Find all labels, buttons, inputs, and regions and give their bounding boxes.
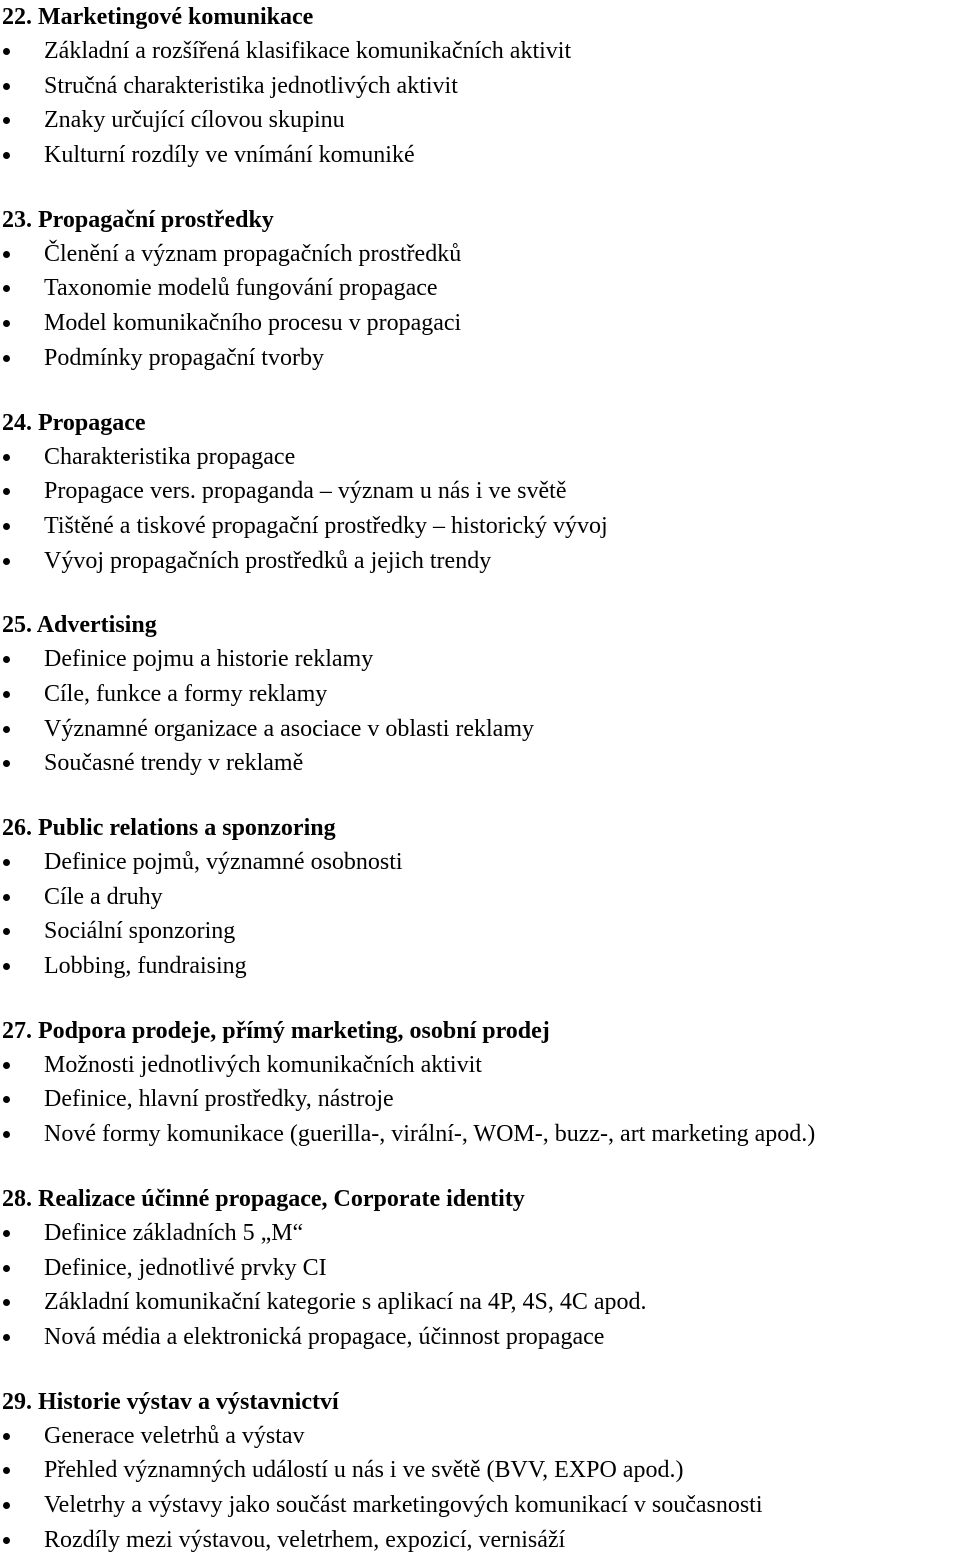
bullet-icon xyxy=(3,1230,10,1237)
list-item-text: Nová média a elektronická propagace, účinnost propagace xyxy=(44,1323,605,1350)
section-25 xyxy=(0,608,960,781)
bullet-icon xyxy=(3,48,10,55)
list-item-text: Charakteristika propagace xyxy=(44,443,296,470)
list-item xyxy=(0,949,960,984)
section-title: Historie výstav a výstavnictví xyxy=(38,1388,339,1415)
list-item-text: Členění a význam propagačních prostředků xyxy=(44,240,462,267)
section-title: Advertising xyxy=(36,612,157,639)
list-item xyxy=(0,1453,960,1488)
section-title: Public relations a sponzoring xyxy=(38,815,336,841)
list-item-text: Základní komunikační kategorie s aplikací na 4P, 4S, 4C apod. xyxy=(44,1289,647,1316)
list-item xyxy=(0,845,960,880)
bullet-icon xyxy=(3,1131,10,1138)
section-heading xyxy=(0,203,960,237)
section-heading xyxy=(0,811,960,845)
section-number: 28. xyxy=(2,1185,32,1212)
section-23 xyxy=(0,203,960,376)
list-item xyxy=(0,1117,960,1152)
bullet-icon xyxy=(3,963,10,970)
section-title: Podpora prodeje, přímý marketing, osobní prodej xyxy=(38,1017,550,1044)
section-heading xyxy=(0,1014,960,1048)
section-title: Propagační prostředky xyxy=(38,206,274,233)
list-item xyxy=(0,69,960,104)
section-number: 23. xyxy=(2,206,32,233)
list-item xyxy=(0,1285,960,1320)
bullet-icon xyxy=(3,894,10,901)
list-item xyxy=(0,1048,960,1083)
list-item xyxy=(0,1419,960,1454)
list-item-text: Definice, jednotlivé prvky CI xyxy=(44,1254,327,1281)
list-item-text: Současné trendy v reklamě xyxy=(44,750,304,777)
list-item-text: Definice pojmu a historie reklamy xyxy=(44,646,374,673)
list-item-text: Lobbing, fundraising xyxy=(44,953,247,980)
bullet-icon xyxy=(3,1096,10,1103)
bullet-icon xyxy=(3,355,10,362)
section-heading xyxy=(0,608,960,642)
section-heading xyxy=(0,1385,960,1419)
list-item xyxy=(0,474,960,509)
bullet-icon xyxy=(3,1265,10,1272)
list-item-text: Znaky určující cílovou skupinu xyxy=(44,107,345,134)
list-item xyxy=(0,677,960,712)
list-item xyxy=(0,1523,960,1558)
bullet-icon xyxy=(3,928,10,935)
section-28 xyxy=(0,1182,960,1355)
section-number: 25. xyxy=(2,612,32,639)
section-22 xyxy=(0,0,960,173)
list-item-text: Generace veletrhů a výstav xyxy=(44,1422,305,1449)
list-item xyxy=(0,306,960,341)
list-item xyxy=(0,1082,960,1117)
section-title: Marketingové komunikace xyxy=(38,4,314,30)
bullet-icon xyxy=(3,558,10,565)
section-title: Realizace účinné propagace, Corporate identity xyxy=(38,1185,525,1212)
list-item xyxy=(0,880,960,915)
list-item-text: Nové formy komunikace (guerilla-, virální-, WOM-, buzz-, art marketing apod.) xyxy=(44,1121,816,1148)
bullet-icon xyxy=(3,760,10,767)
bullet-icon xyxy=(3,152,10,159)
section-number: 29. xyxy=(2,1388,32,1415)
section-number: 26. xyxy=(2,815,32,841)
section-title: Propagace xyxy=(38,409,146,436)
bullet-icon xyxy=(3,251,10,258)
list-item xyxy=(0,509,960,544)
list-item xyxy=(0,440,960,475)
list-item xyxy=(0,914,960,949)
list-item-text: Možnosti jednotlivých komunikačních aktivit xyxy=(44,1051,482,1078)
list-item-text: Sociální sponzoring xyxy=(44,918,236,945)
bullet-icon xyxy=(3,859,10,866)
list-item xyxy=(0,746,960,781)
list-item-text: Rozdíly mezi výstavou, veletrhem, expozicí, vernisáží xyxy=(44,1526,566,1553)
section-heading xyxy=(0,406,960,440)
bullet-icon xyxy=(3,1334,10,1341)
section-heading xyxy=(0,1182,960,1216)
section-number: 24. xyxy=(2,409,32,436)
bullet-icon xyxy=(3,1467,10,1474)
bullet-icon xyxy=(3,454,10,461)
bullet-icon xyxy=(3,320,10,327)
list-item xyxy=(0,1216,960,1251)
list-item xyxy=(0,341,960,376)
list-item xyxy=(0,1488,960,1523)
list-item-text: Cíle, funkce a formy reklamy xyxy=(44,680,328,707)
list-item xyxy=(0,642,960,677)
list-item xyxy=(0,103,960,138)
section-27 xyxy=(0,1014,960,1152)
list-item-text: Taxonomie modelů fungování propagace xyxy=(44,275,438,302)
list-item xyxy=(0,271,960,306)
list-item xyxy=(0,1251,960,1286)
bullet-icon xyxy=(3,1299,10,1306)
list-item-text: Podmínky propagační tvorby xyxy=(44,344,324,371)
bullet-icon xyxy=(3,1502,10,1509)
list-item xyxy=(0,34,960,69)
section-number: 27. xyxy=(2,1017,32,1044)
list-item-text: Kulturní rozdíly ve vnímání komuniké xyxy=(44,142,415,169)
bullet-icon xyxy=(3,488,10,495)
section-heading xyxy=(0,0,960,34)
bullet-icon xyxy=(3,285,10,292)
bullet-icon xyxy=(3,656,10,663)
list-item-text: Cíle a druhy xyxy=(44,883,163,910)
bullet-icon xyxy=(3,523,10,530)
bullet-icon xyxy=(3,726,10,733)
bullet-icon xyxy=(3,1062,10,1069)
bullet-icon xyxy=(3,83,10,90)
list-item-text: Významné organizace a asociace v oblasti reklamy xyxy=(44,715,534,742)
bullet-icon xyxy=(3,691,10,698)
section-number: 22. xyxy=(2,4,32,30)
list-item-text: Tištěné a tiskové propagační prostředky – historický vývoj xyxy=(44,512,608,539)
list-item-text: Veletrhy a výstavy jako součást marketingových komunikací v současnosti xyxy=(44,1491,763,1518)
list-item-text: Definice pojmů, významné osobnosti xyxy=(44,849,403,875)
list-item xyxy=(0,544,960,579)
list-item-text: Vývoj propagačních prostředků a jejich trendy xyxy=(44,547,492,574)
section-24 xyxy=(0,406,960,579)
list-item-text: Propagace vers. propaganda – význam u nás i ve světě xyxy=(44,478,567,505)
list-item xyxy=(0,237,960,272)
list-item xyxy=(0,138,960,173)
section-29 xyxy=(0,1385,960,1558)
list-item xyxy=(0,1320,960,1355)
list-item-text: Stručná charakteristika jednotlivých aktivit xyxy=(44,72,458,99)
bullet-icon xyxy=(3,1433,10,1440)
list-item-text: Přehled významných událostí u nás i ve světě (BVV, EXPO apod.) xyxy=(44,1457,684,1484)
list-item-text: Model komunikačního procesu v propagaci xyxy=(44,310,462,337)
list-item-text: Definice základních 5 „M“ xyxy=(44,1219,304,1246)
list-item-text: Základní a rozšířená klasifikace komunikačních aktivit xyxy=(44,38,572,64)
list-item xyxy=(0,712,960,747)
list-item-text: Definice, hlavní prostředky, nástroje xyxy=(44,1086,394,1113)
bullet-icon xyxy=(3,1537,10,1544)
section-26 xyxy=(0,811,960,984)
bullet-icon xyxy=(3,117,10,124)
